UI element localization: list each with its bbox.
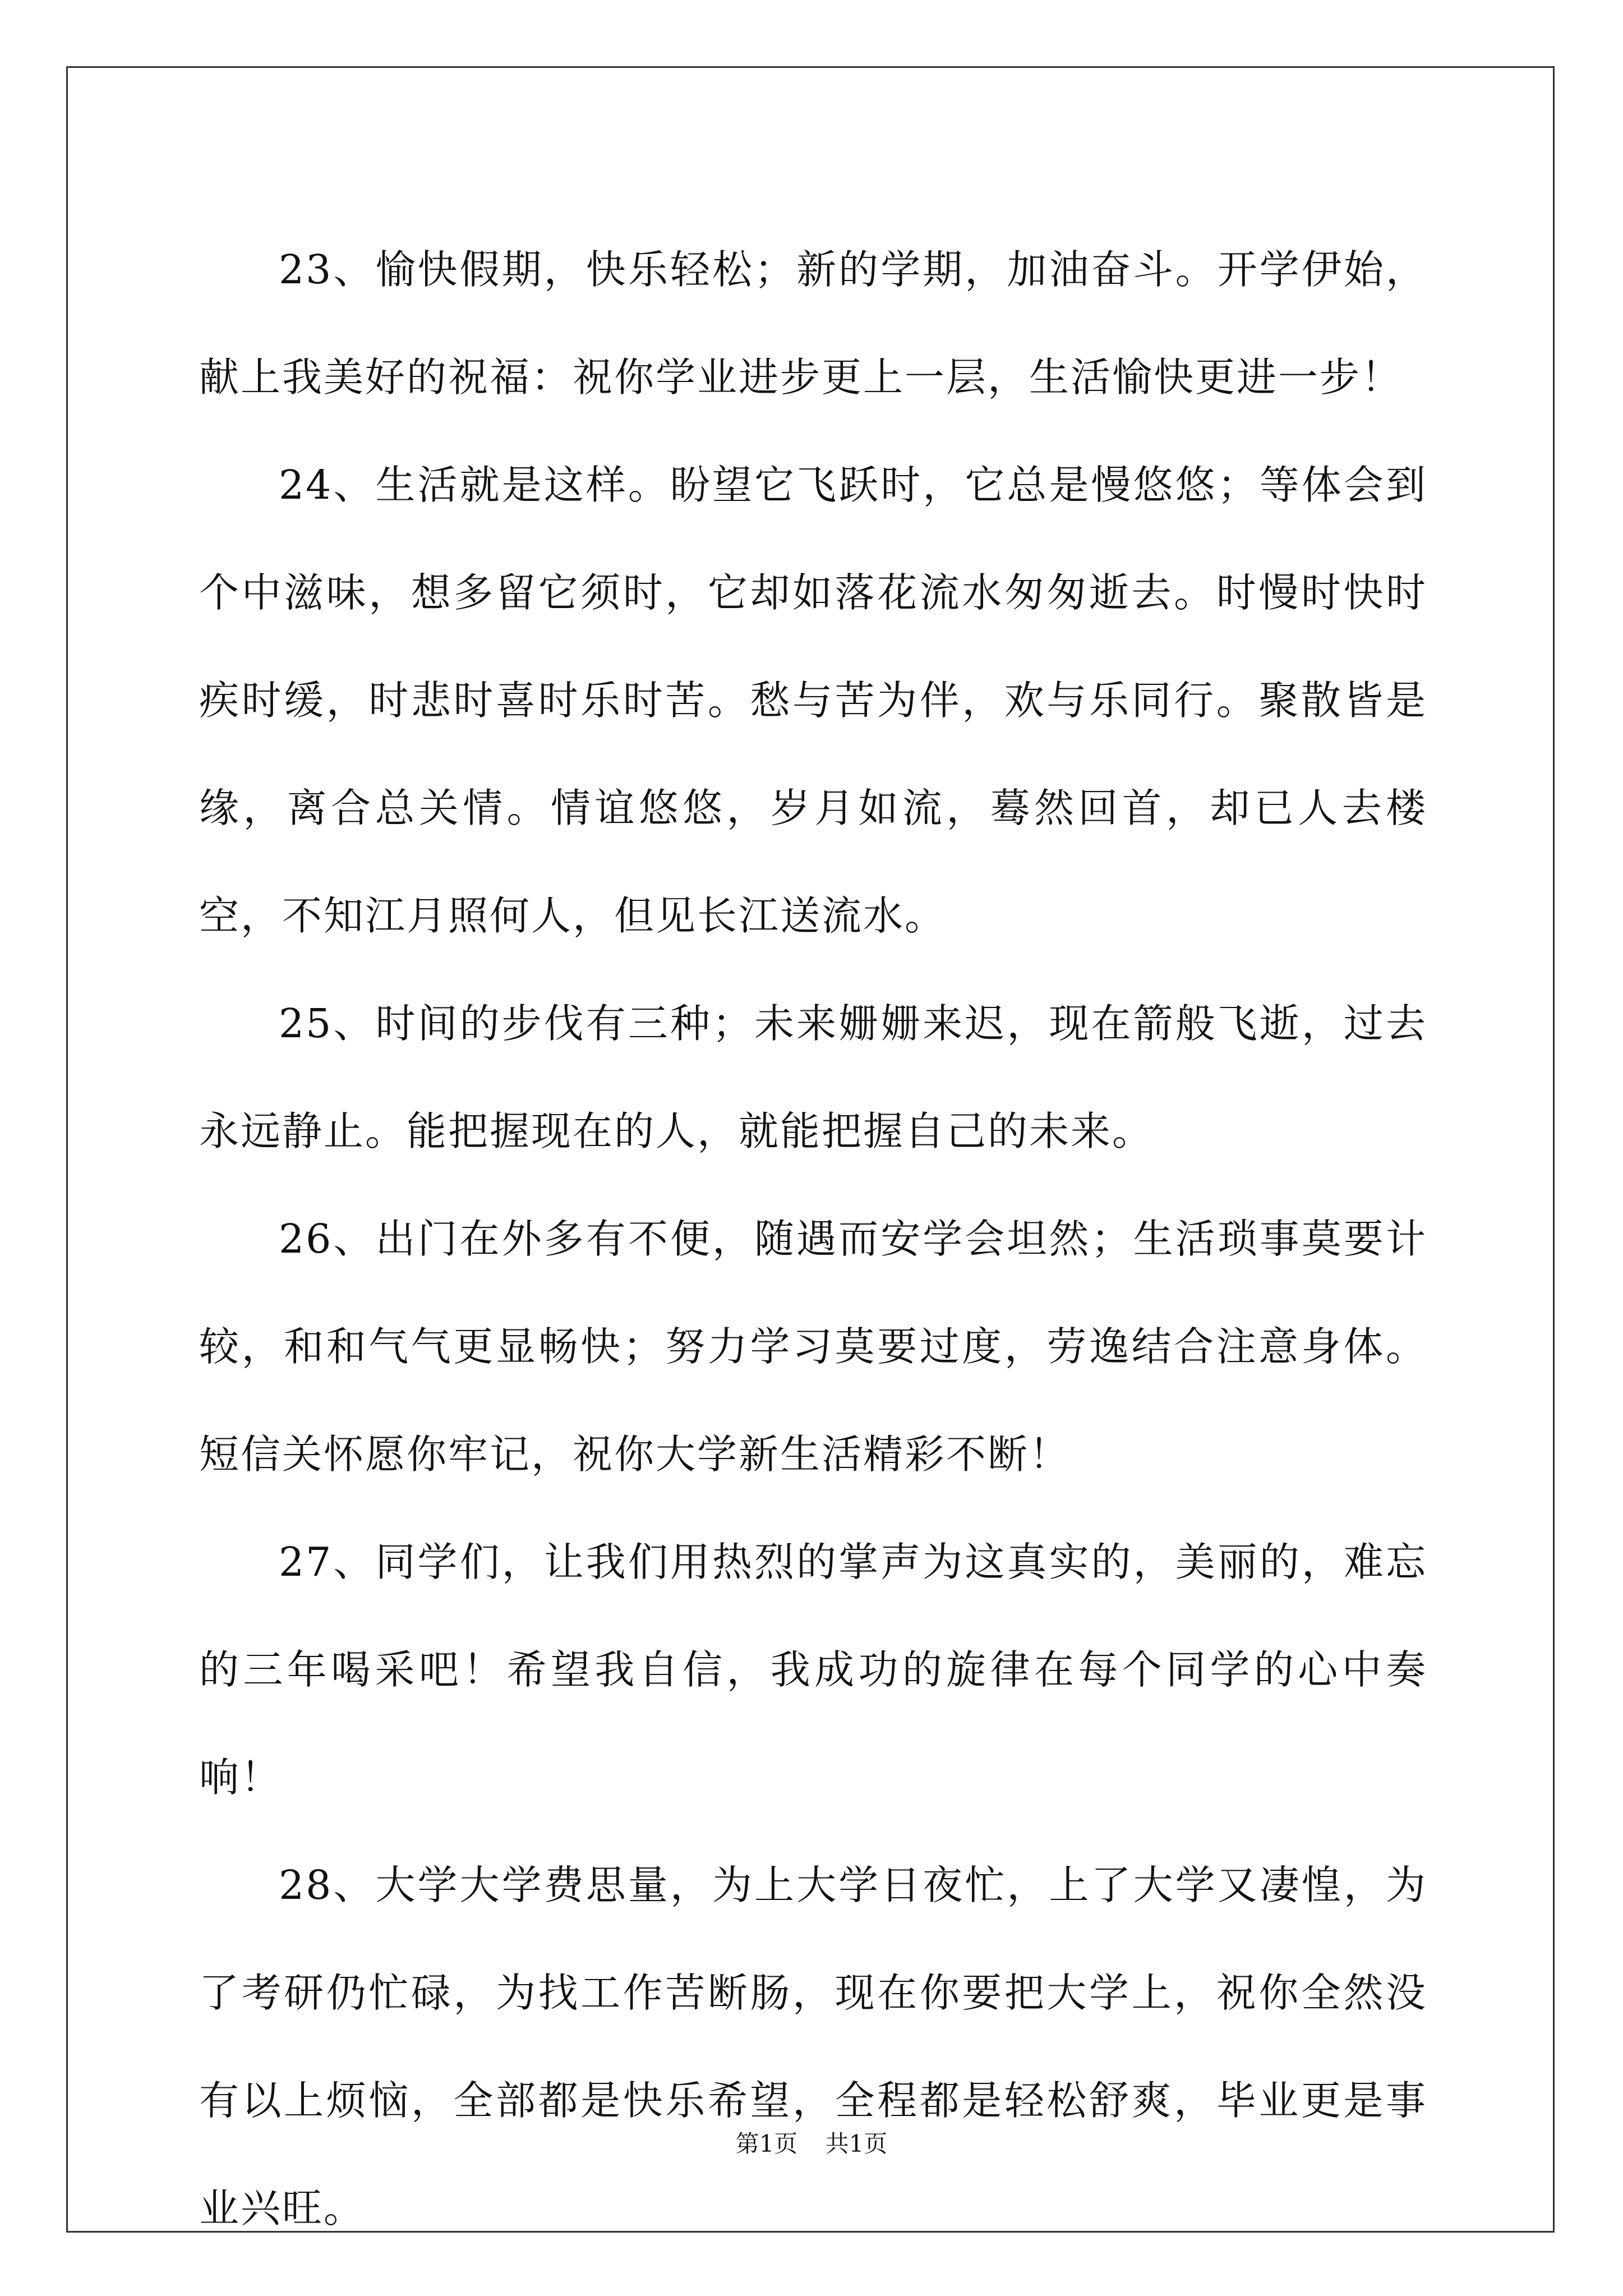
paragraph-27: 27、同学们，让我们用热烈的掌声为这真实的，美丽的，难忘的三年喝采吧！希望我自信，我成功的旋律在每个同学的心中奏响！: [199, 1539, 1427, 1801]
page-total: 共1页: [825, 2130, 888, 2157]
paragraph-25: 25、时间的步伐有三种；未来姗姗来迟，现在箭般飞逝，过去永远静止。能把握现在的人，就能把握自己的未来。: [199, 1000, 1427, 1154]
paragraph-28: 28、大学大学费思量，为上大学日夜忙，上了大学又凄惶，为了考研仍忙碌，为找工作苦断肠，现在你要把大学上，祝你全然没有以上烦恼，全部都是快乐希望，全程都是轻松舒爽，毕业更是事业兴旺。: [199, 1862, 1427, 2231]
paragraph-24: 24、生活就是这样。盼望它飞跃时，它总是慢悠悠；等体会到个中滋味，想多留它须时，它却如落花流水匆匆逝去。时慢时快时疾时缓，时悲时喜时乐时苦。愁与苦为伴，欢与乐同行。聚散皆是缘，离合总关情。情谊悠悠，岁月如流，蓦然回首，却已人去楼空，不知江月照何人，但见长江送流水。: [199, 462, 1427, 939]
page-footer: [0, 2127, 1623, 2161]
page-number: 第1页: [735, 2130, 798, 2157]
paragraph-23: 23、愉快假期，快乐轻松；新的学期，加油奋斗。开学伊始，献上我美好的祝福：祝你学业进步更上一层，生活愉快更进一步！: [199, 246, 1427, 401]
document-body: [199, 216, 1427, 2262]
paragraph-26: 26、出门在外多有不便，随遇而安学会坦然；生活琐事莫要计较，和和气气更显畅快；努力学习莫要过度，劳逸结合注意身体。短信关怀愿你牢记，祝你大学新生活精彩不断！: [199, 1216, 1427, 1478]
